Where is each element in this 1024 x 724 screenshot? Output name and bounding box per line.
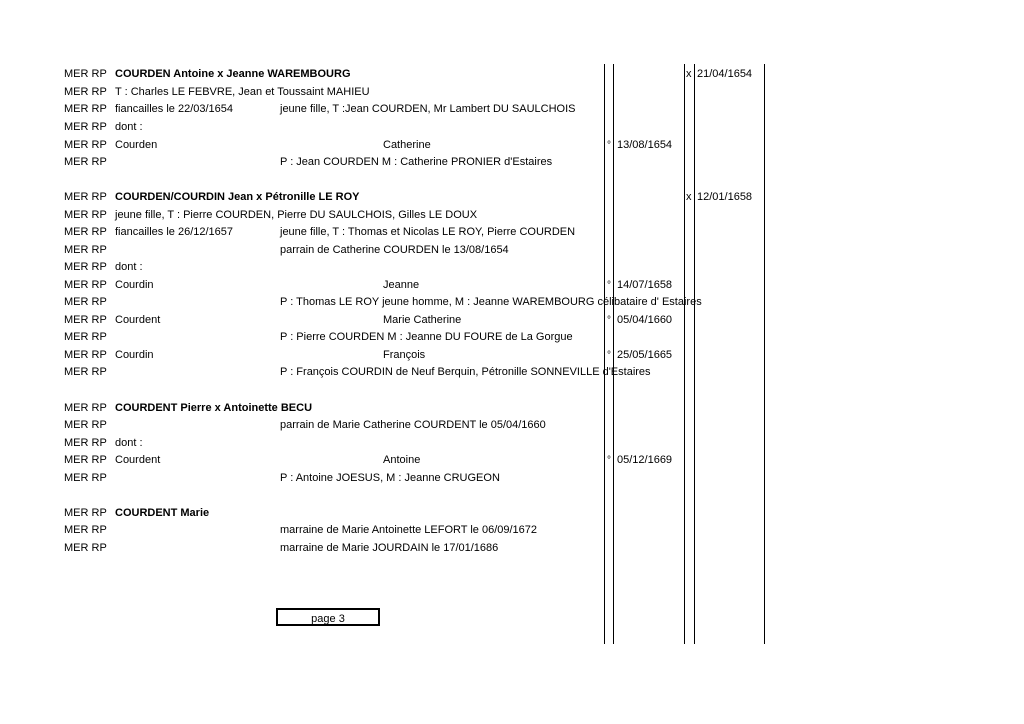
child-name: François	[383, 349, 426, 361]
record-row	[0, 207, 1024, 224]
record-row	[0, 119, 1024, 136]
record-row	[0, 101, 1024, 118]
source-code: MER RP	[64, 68, 107, 80]
source-code: MER RP	[64, 86, 107, 98]
source-code: MER RP	[64, 331, 107, 343]
record-text: dont :	[115, 437, 143, 449]
record-detail: parrain de Catherine COURDEN le 13/08/1654	[280, 244, 509, 256]
record-text: Courdin	[115, 349, 154, 361]
record-row	[0, 84, 1024, 101]
record-row	[0, 540, 1024, 557]
record-text: fiancailles le 22/03/1654	[115, 103, 234, 115]
record-detail: jeune fille, T : Thomas et Nicolas LE ROY, Pierre COURDEN	[280, 226, 576, 238]
record-row	[0, 154, 1024, 171]
source-code: MER RP	[64, 261, 107, 273]
record-row	[0, 522, 1024, 539]
child-name: Marie Catherine	[383, 314, 462, 326]
baptism-mark: °	[607, 350, 611, 361]
source-code: MER RP	[64, 156, 107, 168]
source-code: MER RP	[64, 472, 107, 484]
record-row	[0, 137, 1024, 154]
record-row	[0, 347, 1024, 364]
record-text: COURDEN Antoine x Jeanne WAREMBOURG	[115, 68, 351, 80]
record-text: dont :	[115, 261, 143, 273]
source-code: MER RP	[64, 524, 107, 536]
record-row	[0, 329, 1024, 346]
record-row	[0, 277, 1024, 294]
record-detail: P : Antoine JOESUS, M : Jeanne CRUGEON	[280, 472, 500, 484]
source-code: MER RP	[64, 121, 107, 133]
record-text: COURDENT Pierre x Antoinette BECU	[115, 402, 313, 414]
marriage-mark: x	[686, 191, 692, 203]
child-name: Catherine	[383, 139, 431, 151]
marriage-date: 21/04/1654	[697, 68, 753, 80]
source-code: MER RP	[64, 314, 107, 326]
record-row	[0, 66, 1024, 83]
record-text: T : Charles LE FEBVRE, Jean et Toussaint MAHIEU	[115, 86, 370, 98]
baptism-mark: °	[607, 315, 611, 326]
source-code: MER RP	[64, 419, 107, 431]
record-detail: P : François COURDIN de Neuf Berquin, Pétronille SONNEVILLE d'Estaires	[280, 366, 651, 378]
source-code: MER RP	[64, 226, 107, 238]
baptism-date: 25/05/1665	[617, 349, 673, 361]
record-detail: P : Pierre COURDEN M : Jeanne DU FOURE de La Gorgue	[280, 331, 573, 343]
record-detail: marraine de Marie Antoinette LEFORT le 06/09/1672	[280, 524, 538, 536]
source-code: MER RP	[64, 279, 107, 291]
source-code: MER RP	[64, 244, 107, 256]
record-text: Courden	[115, 139, 158, 151]
record-row	[0, 294, 1024, 311]
record-row	[0, 242, 1024, 259]
record-text: Courdent	[115, 314, 161, 326]
source-code: MER RP	[64, 366, 107, 378]
source-code: MER RP	[64, 349, 107, 361]
record-text: COURDEN/COURDIN Jean x Pétronille LE ROY	[115, 191, 360, 203]
record-row	[0, 259, 1024, 276]
record-row	[0, 417, 1024, 434]
baptism-date: 14/07/1658	[617, 279, 673, 291]
source-code: MER RP	[64, 454, 107, 466]
record-text: Courdin	[115, 279, 154, 291]
record-text: COURDENT Marie	[115, 507, 210, 519]
record-row	[0, 189, 1024, 206]
record-row	[0, 470, 1024, 487]
child-name: Antoine	[383, 454, 421, 466]
marriage-date: 12/01/1658	[697, 191, 753, 203]
record-detail: parrain de Marie Catherine COURDENT le 05/04/1660	[280, 419, 546, 431]
source-code: MER RP	[64, 103, 107, 115]
record-row	[0, 312, 1024, 329]
baptism-mark: °	[607, 140, 611, 151]
source-code: MER RP	[64, 209, 107, 221]
record-text: dont :	[115, 121, 143, 133]
record-detail: P : Jean COURDEN M : Catherine PRONIER d'Estaires	[280, 156, 553, 168]
source-code: MER RP	[64, 296, 107, 308]
record-detail: P : Thomas LE ROY jeune homme, M : Jeanne WAREMBOURG célibataire d' Estaires	[280, 296, 702, 308]
child-name: Jeanne	[383, 279, 420, 291]
baptism-date: 05/12/1669	[617, 454, 673, 466]
record-text: Courdent	[115, 454, 161, 466]
baptism-mark: °	[607, 280, 611, 291]
source-code: MER RP	[64, 437, 107, 449]
source-code: MER RP	[64, 507, 107, 519]
source-code: MER RP	[64, 402, 107, 414]
record-row	[0, 400, 1024, 417]
source-code: MER RP	[64, 191, 107, 203]
source-code: MER RP	[64, 542, 107, 554]
record-row	[0, 452, 1024, 469]
record-detail: jeune fille, T :Jean COURDEN, Mr Lambert DU SAULCHOIS	[280, 103, 576, 115]
record-text: fiancailles le 26/12/1657	[115, 226, 234, 238]
baptism-date: 05/04/1660	[617, 314, 673, 326]
record-row	[0, 224, 1024, 241]
page-number-box	[276, 608, 380, 626]
baptism-date: 13/08/1654	[617, 139, 673, 151]
page-number-label: page 3	[311, 613, 345, 625]
record-row	[0, 435, 1024, 452]
record-row	[0, 505, 1024, 522]
record-text: jeune fille, T : Pierre COURDEN, Pierre DU SAULCHOIS, Gilles LE DOUX	[115, 209, 478, 221]
record-detail: marraine de Marie JOURDAIN le 17/01/1686	[280, 542, 499, 554]
record-row	[0, 364, 1024, 381]
baptism-mark: °	[607, 455, 611, 466]
marriage-mark: x	[686, 68, 692, 80]
source-code: MER RP	[64, 139, 107, 151]
